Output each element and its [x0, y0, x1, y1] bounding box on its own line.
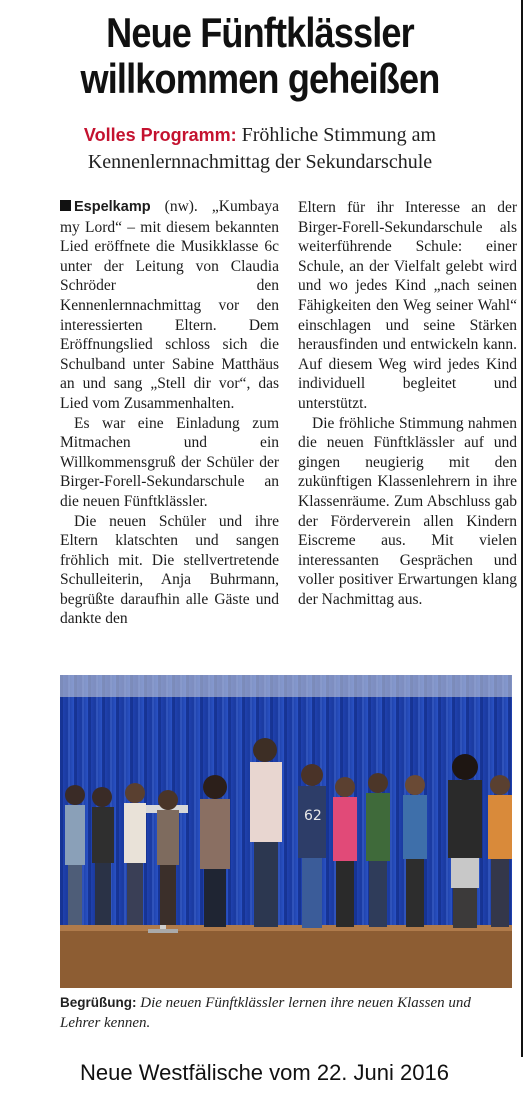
stage-floor: [60, 925, 512, 988]
kicker: Volles Programm:: [83, 125, 237, 145]
dateline-city: Espelkamp: [74, 199, 151, 215]
article-column-right: [298, 198, 517, 609]
caption-text: Die neuen Fünftklässler lernen ihre neuen Klassen und Lehrer kennen.: [60, 995, 471, 1031]
article-column-left: [60, 197, 279, 629]
subheadline: [6, 122, 514, 176]
dateline: [60, 199, 151, 215]
dateline-square-icon: [60, 200, 71, 211]
photo-caption: [60, 993, 512, 1033]
clipping-edge-line: [521, 0, 523, 1057]
ceiling-lights: [60, 675, 512, 697]
stage-photo-illustration: [60, 675, 512, 988]
subheadline-text: Fröhliche Stimmung am Kennenlernnachmittag der Sekundarschule: [87, 124, 437, 173]
headline-line-1: Neue Fünftklässler: [106, 9, 414, 56]
paragraph-3: Die neuen Schüler und ihre Eltern klatschten und sangen fröhlich mit. Die stellvertretende Schulleiterin, Anja Buhrmann, begrüßte daraufhin alle Gäste und dankte den: [60, 512, 279, 628]
caption-label: Begrüßung:: [60, 995, 137, 1010]
paragraph-4: Die fröhliche Stimmung nahmen die neuen Fünftklässler auf und gingen neugierig mit den zukünftigen Klassenlehrern in ihre Klassenräume. Zum Abschluss gab der Förderverein allen Kindern Eiscreme aus. Mit vielen interessanten Gesprächen und voller positiver Erwartungen klang der Nachmittag aus.: [298, 414, 517, 608]
paragraph-2: Es war eine Einladung zum Mitmachen und ein Willkommensgruß der Schüler der Birger-Forell-Sekundarschule an die neuen Fünftklässler.: [60, 414, 279, 510]
source-line: Neue Westfälische vom 22. Juni 2016: [80, 1060, 449, 1085]
lead-text: (nw). „Kumbaya my Lord“ – mit diesem bekannten Lied eröffnete die Musikklasse 6c unter der Leitung von Claudia Schröder den Kennenlernnachmittag vor den interessierten Eltern. Dem Eröffnungslied schloss sich die Schulband unter Sabine Matthäus an und sang „Stell dir vor“, das Lied vom Zusammenhalten.: [60, 198, 280, 412]
lead-paragraph: [60, 197, 279, 414]
jersey-number: 62: [304, 808, 322, 824]
paragraph-3-continued: Eltern für ihr Interesse an der Birger-Forell-Sekundarschule als weiterführende Schule: einer Schule, an der Vielfalt gelebt wird und wo jedes Kind „nach seinen Fähigkeiten den Weg seiner Wahl“ einschlagen und seine Stärken herausfinden und entwickeln kann. Auf diesem Weg wird jedes Kind individuell begleitet und unterstützt.: [298, 199, 517, 412]
photo: [60, 675, 512, 988]
headline: [43, 10, 476, 102]
headline-line-2: willkommen geheißen: [80, 55, 440, 102]
